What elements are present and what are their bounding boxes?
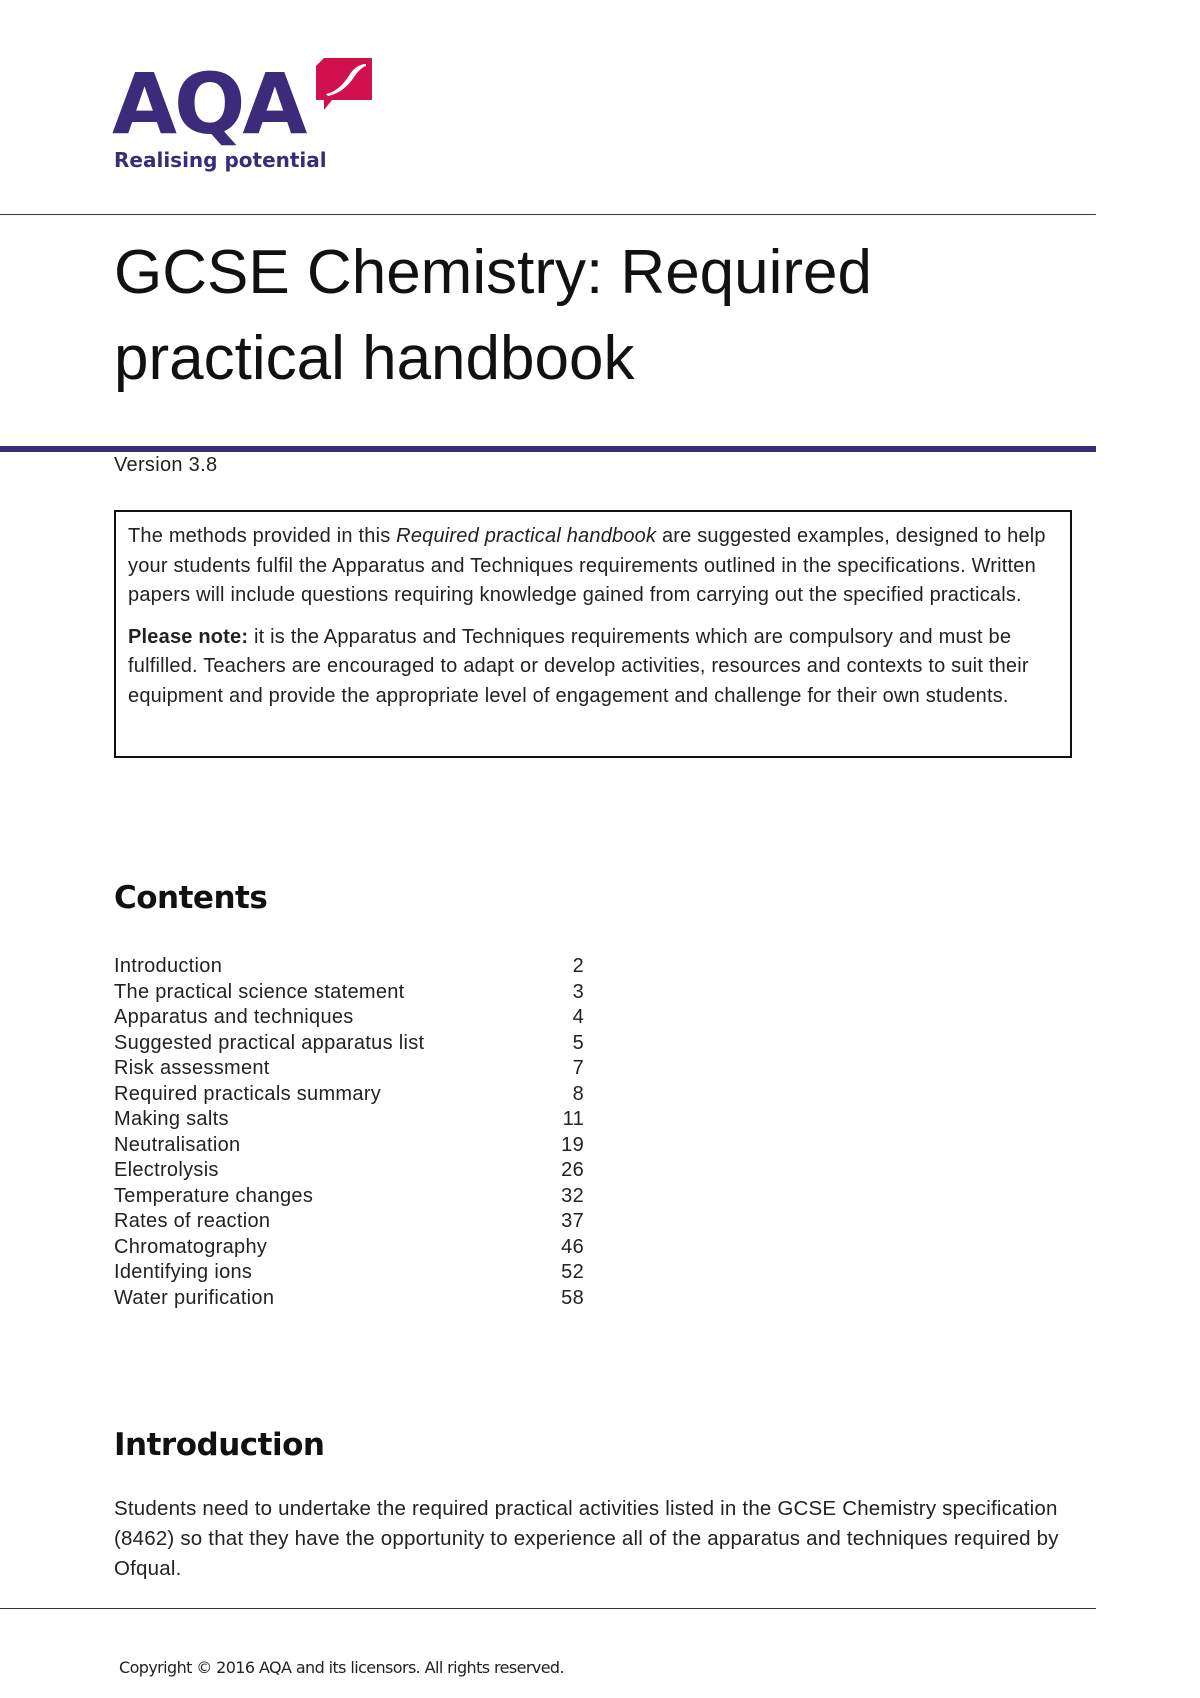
toc-item-page: 3 [572, 980, 584, 1003]
toc-item[interactable] [114, 1184, 584, 1210]
please-note-label: Please note: [128, 625, 249, 648]
notice-paragraph-2 [128, 623, 1058, 712]
toc-item-label: Risk assessment [114, 1057, 270, 1079]
toc-item-page: 5 [572, 1031, 584, 1054]
toc-item-label: Rates of reaction [114, 1210, 271, 1232]
toc-item[interactable] [114, 1209, 584, 1235]
toc-item-label: Electrolysis [114, 1159, 219, 1181]
notice-text: it is the Apparatus and Techniques requirements which are compulsory and must be fulfilled. Teachers are encouraged to adapt or develop activities, resources and contexts to suit their equipment and provide the appropriate level of engagement and challenge for their own students. [128, 625, 1029, 707]
copyright-notice: Copyright © 2016 AQA and its licensors. All rights reserved. [119, 1658, 564, 1677]
toc-item-page: 19 [561, 1133, 584, 1156]
header-divider [0, 214, 1096, 215]
toc-item-page: 52 [561, 1261, 584, 1283]
toc-item-page: 7 [572, 1057, 584, 1079]
toc-item-page: 58 [561, 1286, 584, 1309]
toc-item-label: Introduction [114, 955, 223, 977]
contents-heading: Contents [114, 880, 268, 916]
toc-item[interactable] [114, 980, 584, 1006]
toc-item-label: The practical science statement [114, 980, 405, 1003]
toc-item-label: Chromatography [114, 1235, 268, 1258]
document-title: GCSE Chemistry: Required practical handbook [114, 238, 873, 393]
toc-item-page: 8 [572, 1082, 584, 1105]
toc-item-label: Water purification [114, 1286, 275, 1309]
aqa-logo [112, 52, 382, 182]
introduction-heading: Introduction [114, 1427, 325, 1463]
toc-item-page: 46 [561, 1235, 584, 1258]
toc-item-page: 11 [562, 1108, 584, 1130]
toc-item-page: 37 [561, 1210, 584, 1232]
toc-item[interactable] [114, 1133, 584, 1159]
toc-item-page: 32 [561, 1184, 584, 1207]
notice-box [114, 510, 1072, 758]
toc-item[interactable] [114, 1107, 584, 1133]
toc-item[interactable] [114, 1005, 584, 1031]
version-label: Version 3.8 [114, 454, 218, 476]
notice-paragraph-1 [128, 522, 1058, 611]
logo-flag-icon [314, 56, 374, 112]
toc-item-label: Required practicals summary [114, 1082, 382, 1105]
toc-item-label: Apparatus and techniques [114, 1006, 354, 1028]
logo-wordmark: AQA [112, 55, 305, 153]
toc-item[interactable] [114, 1158, 584, 1184]
toc-item[interactable] [114, 1082, 584, 1108]
toc-item-page: 2 [572, 955, 584, 977]
introduction-paragraph: Students need to undertake the required practical activities listed in the GCSE Chemistry specification (8462) so that they have the opportunity to experience all of the apparatus and techniques required by Ofqual. [114, 1497, 1059, 1580]
toc-item-page: 26 [561, 1159, 584, 1181]
toc-item[interactable] [114, 954, 584, 980]
toc-item-label: Suggested practical apparatus list [114, 1031, 425, 1054]
toc-item-label: Making salts [114, 1108, 229, 1130]
toc-item-page: 4 [572, 1006, 584, 1028]
footer-divider [0, 1608, 1096, 1609]
toc-item[interactable] [114, 1286, 584, 1312]
table-of-contents [114, 954, 584, 1311]
notice-text: The methods provided in this [128, 525, 397, 547]
toc-item-label: Identifying ions [114, 1261, 253, 1283]
notice-text: are suggested examples, designed to help your students fulfil the Apparatus and Techniques requirements outlined in the specifications. Written papers will include questions requiring knowledge gained from carrying out the specified practicals. [128, 525, 1046, 606]
toc-item[interactable] [114, 1235, 584, 1261]
logo-tagline: Realising potential [114, 148, 327, 172]
toc-item-label: Temperature changes [114, 1184, 314, 1207]
toc-item[interactable] [114, 1031, 584, 1057]
toc-item[interactable] [114, 1056, 584, 1082]
handbook-title-italic: Required practical handbook [396, 525, 657, 547]
toc-item[interactable] [114, 1260, 584, 1286]
title-divider [0, 446, 1096, 452]
toc-item-label: Neutralisation [114, 1133, 241, 1156]
